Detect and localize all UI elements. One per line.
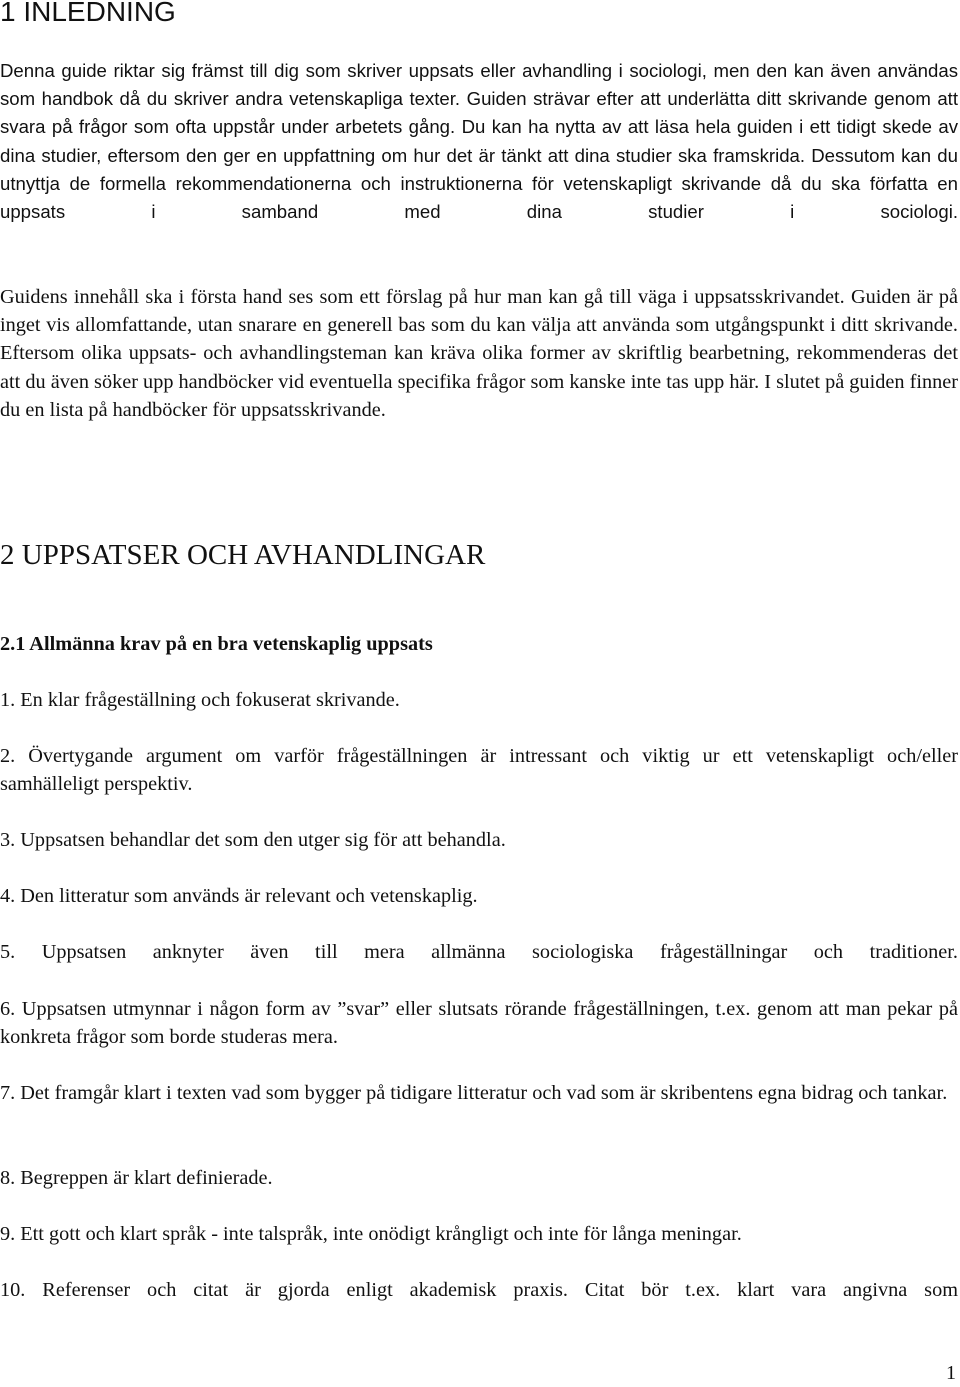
requirement-item-1: 1. En klar frågeställning och fokuserat skrivande.: [0, 689, 400, 711]
requirement-item-5: 5. Uppsatsen anknyter även till mera allmänna sociologiska frågeställningar och traditioner.: [0, 941, 958, 963]
intro-paragraph-1: Denna guide riktar sig främst till dig som skriver uppsats eller avhandling i sociologi, men den kan även användas som handbok då du skriver andra vetenskapliga texter. Guiden strävar efter att underlätta ditt skrivande genom att svara på frågor som ofta uppstår under arbetets gång. Du kan ha nytta av att läsa hela guiden i ett tidigt skede av dina studier, eftersom den ger en uppfattning om hur det är tänkt att dina studier ska framskrida. Dessutom kan du utnyttja de formella rekommendationerna och instruktionerna för vetenskapligt skrivande då du ska författa en uppsats i samband med dina studier i sociologi.: [0, 60, 958, 223]
intro-paragraph-2: Guidens innehåll ska i första hand ses som ett förslag på hur man kan gå till väga i uppsatsskrivandet. Guiden är på inget vis allomfattande, utan snarare en generell bas som du kan välja att använda som utgångspunkt i ditt skrivande. Eftersom olika uppsats- och avhandlingsteman kan kräva olika former av skriftlig bearbetning, rekommenderas det att du även söker upp handböcker vid eventuella specifika frågor som kanske inte tas upp här. I slutet på guiden finner du en lista på handböcker för uppsatsskrivande.: [0, 286, 958, 421]
requirement-item-6: 6. Uppsatsen utmynnar i någon form av ”svar” eller slutsats rörande frågeställningen, t.ex. genom att man pekar på konkreta frågor som borde studeras mera.: [0, 998, 958, 1049]
heading-inledning: 1 INLEDNING: [0, 0, 176, 27]
requirement-item-2: 2. Övertygande argument om varför frågeställningen är intressant och viktig ur ett vetenskapligt och/eller samhälleligt perspektiv.: [0, 745, 958, 796]
heading-uppsatser-och-avhandlingar: 2 UPPSATSER OCH AVHANDLINGAR: [0, 539, 486, 571]
page-number: 1: [946, 1362, 956, 1384]
requirement-item-9: 9. Ett gott och klart språk - inte talspråk, inte onödigt krångligt och inte för långa meningar.: [0, 1223, 742, 1245]
requirement-item-7: 7. Det framgår klart i texten vad som bygger på tidigare litteratur och vad som är skribentens egna bidrag och tankar.: [0, 1082, 948, 1104]
requirement-item-3: 3. Uppsatsen behandlar det som den utger sig för att behandla.: [0, 829, 506, 851]
requirement-item-10: 10. Referenser och citat är gjorda enligt akademisk praxis. Citat bör t.ex. klart vara angivna som: [0, 1279, 958, 1301]
heading-allmanna-krav: 2.1 Allmänna krav på en bra vetenskaplig uppsats: [0, 633, 433, 655]
requirement-item-4: 4. Den litteratur som används är relevant och vetenskaplig.: [0, 885, 478, 907]
requirement-item-8: 8. Begreppen är klart definierade.: [0, 1167, 273, 1189]
